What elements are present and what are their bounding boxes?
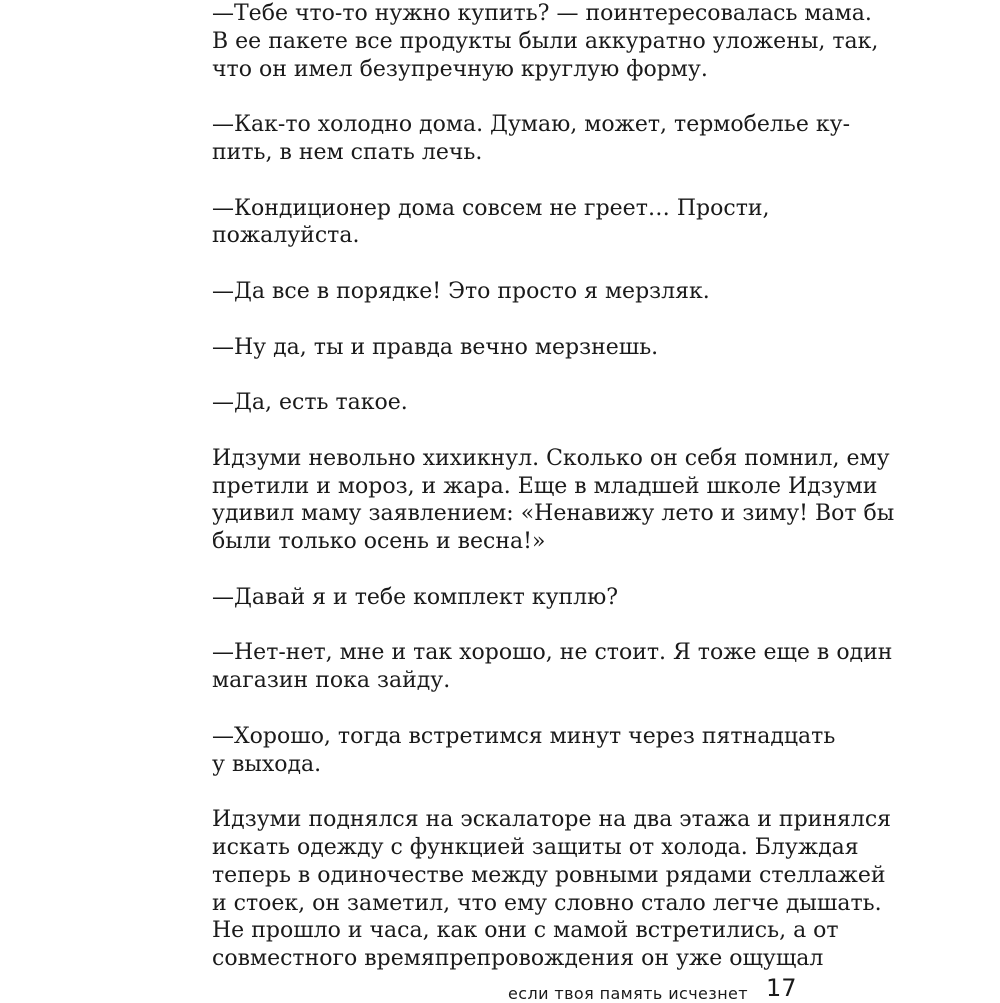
text-line: —Как-то холодно дома. Думаю, может, термобелье ку- [212,112,851,138]
paragraph [212,445,895,556]
text-line: Не прошло и часа, как они с мамой встретились, а от [212,918,839,944]
text-line: —Кондиционер дома совсем не греет… Прости, [212,195,770,221]
text-line: были только осень и весна!» [212,529,546,555]
text-line: пить, в нем спать лечь. [212,139,483,165]
paragraph [212,584,812,612]
text-line: совместного времяпрепровождения он уже ощущал [212,946,824,972]
text-line: Идзуми невольно хихикнул. Сколько он себя помнил, ему [212,445,890,471]
text-line: у выхода. [212,751,322,777]
text-line: —Тебе что-то нужно купить? — поинтересовалась мама. [212,1,872,26]
paragraph [212,278,812,306]
paragraph [212,806,892,973]
text-line: —Да, есть такое. [212,390,408,416]
text-line: теперь в одиночестве между ровными рядами стеллажей [212,862,886,888]
text-line: Идзуми поднялся на эскалаторе на два этажа и принялся [212,807,892,833]
text-line: пожалуйста. [212,223,360,249]
text-line: —Хорошо, тогда встретимся минут через пятнадцать [212,723,836,749]
paragraph [212,195,812,251]
paragraph [212,0,879,83]
text-line: что он имел безупречную круглую форму. [212,56,708,82]
text-line: —Давай я и тебе комплект куплю? [212,584,619,610]
paragraph [212,334,812,362]
text-line: искать одежду с функцией защиты от холода. Блуждая [212,834,859,860]
text-line: —Да все в порядке! Это просто я мерзляк. [212,278,710,304]
paragraph [212,639,893,695]
running-footer-title: если твоя память исчезнет [508,984,749,1003]
text-line: —Ну да, ты и правда вечно мерзнешь. [212,334,659,360]
text-line: претили и мороз, и жара. Еще в младшей школе Идзуми [212,473,878,499]
text-line: удивил маму заявлением: «Ненавижу лето и зиму! Вот бы [212,501,895,527]
text-line: —Нет-нет, мне и так хорошо, не стоит. Я тоже еще в один [212,640,893,666]
text-line: магазин пока зайду. [212,668,451,694]
text-line: и стоек, он заметил, что ему словно стало легче дышать. [212,890,882,916]
paragraph [212,723,836,779]
paragraph [212,389,812,417]
text-line: В ее пакете все продукты были аккуратно уложены, так, [212,28,879,54]
page-body-text [212,0,895,1001]
page-number: 17 [766,974,797,1002]
paragraph [212,111,851,167]
